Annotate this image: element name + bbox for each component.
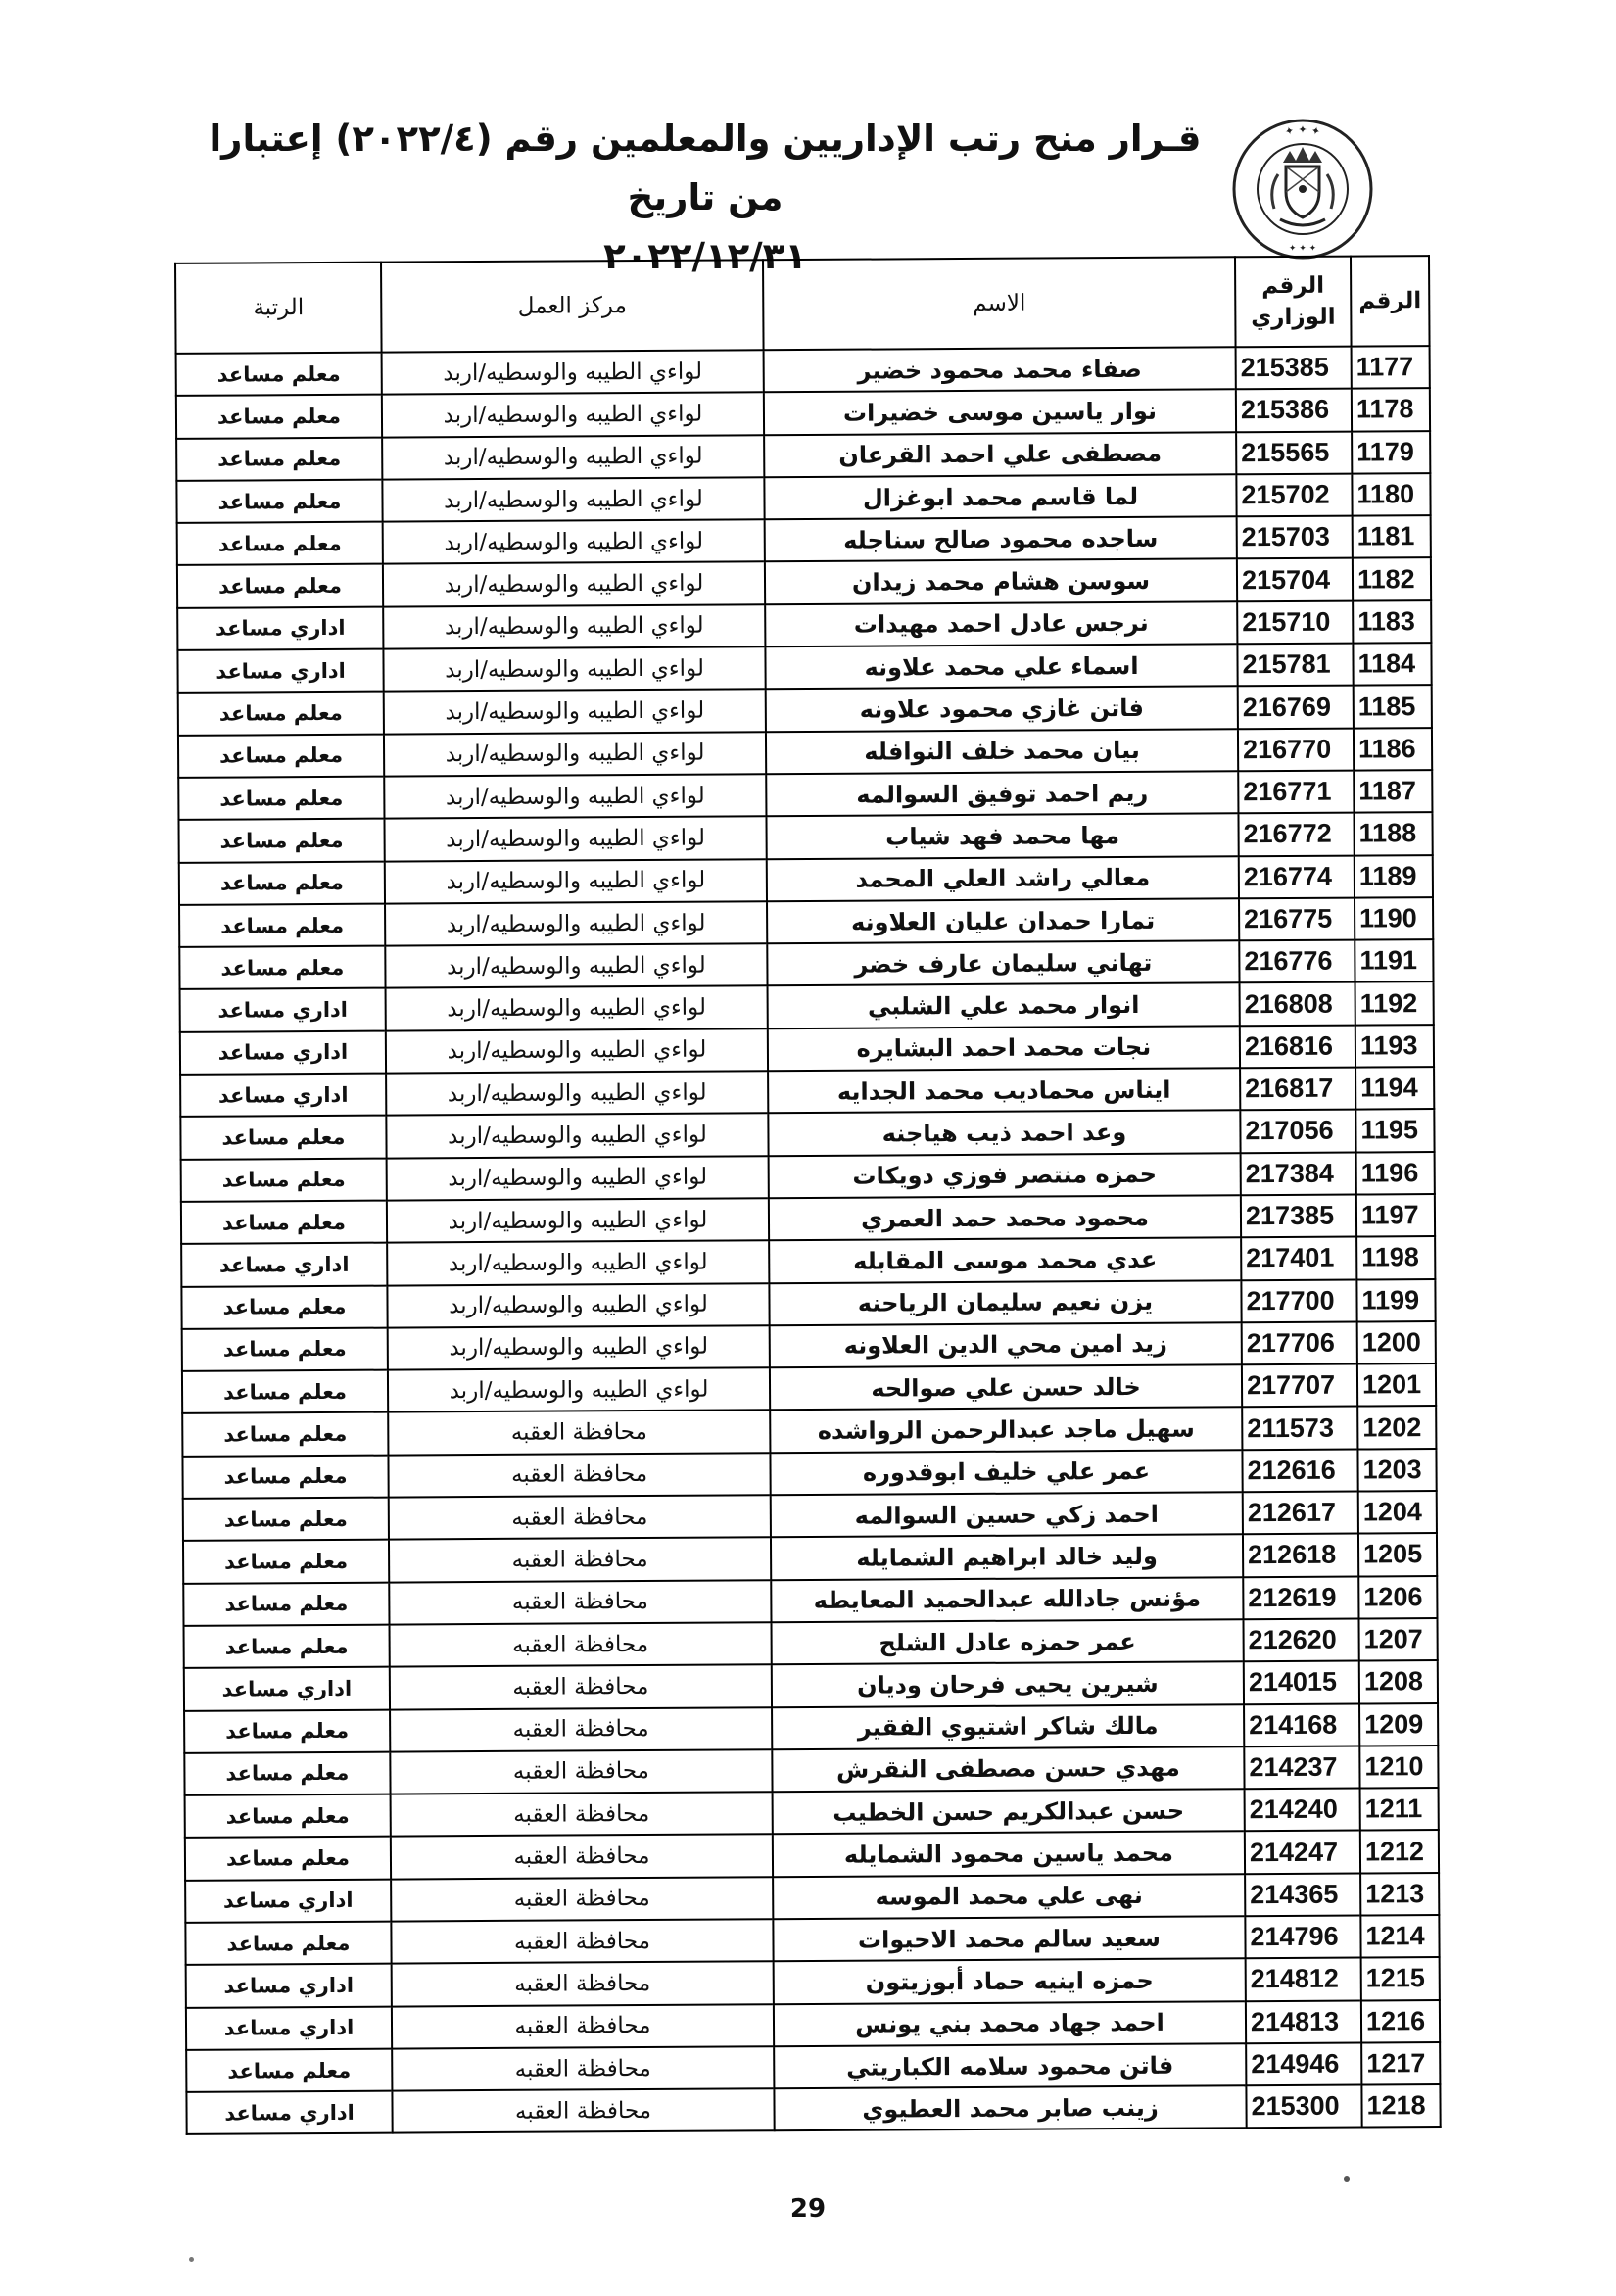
rank-cell: معلم مساعد (179, 946, 385, 990)
work-center-cell: محافظة العقبه (389, 1538, 771, 1583)
table-row (176, 431, 1430, 481)
table-row (186, 2000, 1440, 2050)
rank-cell: معلم مساعد (182, 1370, 388, 1414)
work-center-cell: لواءي الطيبه والوسطيه/اربد (387, 1240, 769, 1285)
rank-cell: معلم مساعد (184, 1709, 390, 1753)
ministry-number-cell: 217707 (1242, 1364, 1357, 1408)
row-number-cell: 1218 (1361, 2084, 1440, 2128)
ministry-number-cell: 212620 (1243, 1618, 1358, 1661)
row-number-cell: 1214 (1360, 1915, 1439, 1958)
ministry-number-cell: 217385 (1241, 1194, 1356, 1237)
table-row (182, 1363, 1436, 1413)
rank-cell: معلم مساعد (183, 1498, 389, 1542)
header-number: الرقم (1351, 256, 1430, 346)
rank-cell: معلم مساعد (182, 1327, 388, 1371)
table-row (182, 1449, 1436, 1499)
rank-cell: معلم مساعد (178, 819, 384, 863)
employee-name-cell: معالي راشد العلي المحمد (767, 856, 1239, 901)
work-center-cell: لواءي الطيبه والوسطيه/اربد (382, 393, 764, 438)
row-number-cell: 1210 (1359, 1746, 1438, 1789)
table-row (177, 515, 1431, 565)
rank-cell: اداري مساعد (186, 2006, 392, 2050)
rank-cell: معلم مساعد (181, 1201, 387, 1245)
rank-cell: معلم مساعد (186, 2048, 392, 2092)
work-center-cell: لواءي الطيبه والوسطيه/اربد (386, 1071, 768, 1116)
employee-name-cell: مصطفى علي احمد القرعان (764, 432, 1236, 477)
row-number-cell: 1184 (1353, 643, 1431, 686)
row-number-cell: 1187 (1354, 770, 1432, 813)
work-center-cell: محافظة العقبه (388, 1411, 770, 1456)
employee-name-cell: سعيد سالم محمد الاحيوات (773, 1916, 1245, 1961)
rank-cell: معلم مساعد (180, 1116, 386, 1160)
title-line-1: قـرار منح رتب الإداريين والمعلمين رقم (٢٠٢٢/٤) إعتبارا من تاريخ (209, 118, 1202, 218)
table-row (186, 1957, 1440, 2007)
row-number-cell: 1198 (1356, 1236, 1435, 1279)
employee-name-cell: عدي محمد موسى المقابله (769, 1238, 1241, 1283)
header-ministry-line-2: الوزاري (1251, 304, 1336, 331)
table-row (179, 855, 1433, 905)
table-row (176, 346, 1430, 396)
work-center-cell: لواءي الطيبه والوسطيه/اربد (382, 477, 764, 522)
table-row (176, 388, 1430, 438)
employee-name-cell: صفاء محمد محمود خضير (764, 347, 1236, 392)
ministry-number-cell: 214237 (1244, 1746, 1359, 1789)
rank-cell: معلم مساعد (177, 522, 383, 566)
ministry-number-cell: 215781 (1237, 644, 1353, 687)
employee-name-cell: حمزه منتصر فوزي دويكات (769, 1153, 1241, 1198)
rank-cell: معلم مساعد (181, 1285, 387, 1329)
row-number-cell: 1202 (1357, 1406, 1436, 1449)
table-row (184, 1703, 1438, 1753)
rank-cell: معلم مساعد (178, 734, 384, 778)
work-center-cell: محافظة العقبه (390, 1749, 772, 1794)
table-row (185, 1788, 1439, 1838)
ministry-number-cell: 216769 (1238, 686, 1354, 729)
table-row (178, 770, 1432, 820)
work-center-cell: محافظة العقبه (392, 2004, 774, 2049)
table-row (177, 558, 1431, 608)
rank-cell: معلم مساعد (181, 1158, 387, 1202)
employee-name-cell: نرجس عادل احمد مهيدات (765, 601, 1237, 646)
table-row (186, 2084, 1440, 2134)
employee-name-cell: تمارا حمدان عليان العلاونه (767, 898, 1239, 943)
employee-name-cell: محمود محمد حمد العمري (769, 1195, 1241, 1240)
rank-cell: معلم مساعد (176, 353, 382, 397)
ministry-number-cell: 215703 (1237, 516, 1353, 559)
rank-cell: معلم مساعد (179, 861, 385, 905)
rank-cell: اداري مساعد (181, 1243, 387, 1287)
promotions-table (174, 255, 1442, 2135)
rank-cell: معلم مساعد (183, 1582, 389, 1626)
rank-cell: معلم مساعد (185, 1837, 391, 1881)
rank-cell: معلم مساعد (176, 437, 382, 481)
table-row (180, 1067, 1434, 1117)
ministry-number-cell: 217401 (1241, 1237, 1356, 1280)
ministry-number-cell: 215710 (1237, 600, 1353, 644)
ministry-number-cell: 216771 (1238, 771, 1354, 814)
work-center-cell: لواءي الطيبه والوسطيه/اربد (384, 732, 766, 777)
work-center-cell: محافظة العقبه (391, 1792, 773, 1837)
page-number: 29 (789, 2194, 827, 2224)
table-row (181, 1236, 1435, 1286)
header-ministry-number (1235, 257, 1352, 348)
row-number-cell: 1197 (1356, 1194, 1435, 1237)
row-number-cell: 1193 (1355, 1025, 1434, 1068)
table-row (181, 1194, 1435, 1244)
row-number-cell: 1185 (1354, 685, 1432, 728)
employee-name-cell: مها محمد فهد شياب (766, 814, 1238, 859)
employee-name-cell: ريم احمد توفيق السوالمه (766, 771, 1238, 816)
ministry-number-cell: 214240 (1245, 1789, 1360, 1832)
table-header-row (175, 256, 1430, 354)
work-center-cell: لواءي الطيبه والوسطيه/اربد (386, 1028, 768, 1074)
rank-cell: معلم مساعد (177, 564, 383, 608)
work-center-cell: لواءي الطيبه والوسطيه/اربد (383, 519, 765, 564)
table-row (179, 939, 1433, 989)
scan-speck (1344, 2176, 1350, 2182)
employee-name-cell: عمر حمزه عادل الشلح (772, 1619, 1244, 1664)
ministry-number-cell: 215300 (1246, 2085, 1361, 2129)
rank-cell: معلم مساعد (184, 1625, 390, 1669)
work-center-cell: لواءي الطيبه والوسطيه/اربد (384, 816, 766, 861)
table-row (181, 1152, 1435, 1202)
table-row (177, 643, 1431, 693)
work-center-cell: لواءي الطيبه والوسطيه/اربد (387, 1198, 769, 1243)
row-number-cell: 1179 (1352, 431, 1430, 474)
rank-cell: معلم مساعد (178, 777, 384, 821)
employee-name-cell: يزن نعيم سليمان الرياحنه (769, 1280, 1241, 1325)
table-row (182, 1321, 1436, 1371)
ministry-number-cell: 214365 (1245, 1873, 1360, 1916)
ministry-number-cell: 216776 (1239, 940, 1355, 983)
row-number-cell: 1195 (1355, 1109, 1434, 1152)
rank-cell: معلم مساعد (185, 1922, 391, 1966)
rank-cell: معلم مساعد (184, 1751, 390, 1795)
ministry-number-cell: 212617 (1243, 1492, 1358, 1535)
header-name: الاسم (763, 257, 1236, 350)
rank-cell: اداري مساعد (180, 1030, 386, 1075)
row-number-cell: 1209 (1359, 1703, 1438, 1746)
rank-cell: معلم مساعد (182, 1455, 388, 1499)
work-center-cell: لواءي الطيبه والوسطيه/اربد (386, 986, 768, 1031)
table-row (178, 728, 1432, 778)
work-center-cell: لواءي الطيبه والوسطيه/اربد (383, 562, 765, 607)
work-center-cell: محافظة العقبه (392, 2046, 774, 2091)
svg-text:✦ ✦ ✦: ✦ ✦ ✦ (1283, 123, 1322, 139)
ministry-number-cell: 211573 (1242, 1407, 1357, 1450)
table-row (179, 897, 1433, 947)
ministry-number-cell: 216770 (1238, 728, 1354, 771)
header-work-center: مركز العمل (381, 260, 764, 352)
table-row (180, 982, 1434, 1032)
row-number-cell: 1182 (1353, 558, 1431, 601)
employee-name-cell: مؤنس جادالله عبدالحميد المعايطه (771, 1577, 1243, 1622)
row-number-cell: 1183 (1353, 600, 1431, 644)
employee-name-cell: بيان محمد خلف النوافله (766, 729, 1238, 774)
rank-cell: اداري مساعد (185, 1879, 391, 1923)
table-row (185, 1873, 1439, 1923)
work-center-cell: لواءي الطيبه والوسطيه/اربد (387, 1156, 769, 1201)
table-row (184, 1746, 1438, 1795)
promotions-table-container (174, 255, 1440, 2135)
work-center-cell: محافظة العقبه (389, 1495, 771, 1540)
table-body (176, 346, 1441, 2134)
rank-cell: معلم مساعد (178, 692, 384, 736)
work-center-cell: محافظة العقبه (391, 1919, 773, 1964)
work-center-cell: لواءي الطيبه والوسطيه/اربد (385, 943, 767, 988)
employee-name-cell: سوسن هشام محمد زيدان (765, 559, 1237, 604)
ministry-number-cell: 216816 (1240, 1025, 1355, 1068)
employee-name-cell: فاتن غازي محمود علاونه (766, 687, 1238, 732)
ministry-number-cell: 217384 (1241, 1152, 1356, 1195)
row-number-cell: 1211 (1360, 1788, 1439, 1831)
row-number-cell: 1205 (1358, 1533, 1437, 1576)
ministry-number-cell: 212618 (1243, 1534, 1358, 1577)
ministry-number-cell: 216817 (1240, 1068, 1355, 1111)
rank-cell: اداري مساعد (184, 1667, 390, 1711)
row-number-cell: 1190 (1355, 897, 1433, 940)
work-center-cell: محافظة العقبه (392, 2088, 774, 2133)
row-number-cell: 1194 (1355, 1067, 1434, 1110)
employee-name-cell: حمزه اينيه حماد أبوزيتون (774, 1959, 1246, 2004)
work-center-cell: لواءي الطيبه والوسطيه/اربد (383, 604, 765, 649)
row-number-cell: 1206 (1358, 1576, 1437, 1619)
work-center-cell: محافظة العقبه (391, 1835, 773, 1880)
table-row (176, 473, 1430, 523)
row-number-cell: 1213 (1360, 1873, 1439, 1916)
row-number-cell: 1191 (1355, 939, 1433, 982)
work-center-cell: محافظة العقبه (390, 1707, 772, 1752)
table-row (184, 1618, 1438, 1668)
employee-name-cell: شيرين يحيى فرحان وديان (772, 1661, 1244, 1706)
employee-name-cell: احمد زكي حسين السوالمه (771, 1492, 1243, 1537)
work-center-cell: لواءي الطيبه والوسطيه/اربد (384, 774, 766, 819)
work-center-cell: لواءي الطيبه والوسطيه/اربد (383, 646, 765, 692)
employee-name-cell: وليد خالد ابراهيم الشمايله (771, 1535, 1243, 1580)
svg-text:✦ ✦ ✦: ✦ ✦ ✦ (1288, 244, 1317, 254)
work-center-cell: محافظة العقبه (392, 1961, 774, 2006)
row-number-cell: 1199 (1356, 1279, 1435, 1322)
employee-name-cell: ايناس محماديب محمد الجدايه (768, 1068, 1240, 1113)
ministry-number-cell: 212616 (1242, 1449, 1357, 1492)
row-number-cell: 1201 (1357, 1363, 1436, 1407)
row-number-cell: 1204 (1358, 1491, 1437, 1534)
table-row (185, 1830, 1439, 1880)
rank-cell: معلم مساعد (182, 1412, 388, 1457)
ministry-number-cell: 215386 (1236, 389, 1352, 432)
table-row (185, 1915, 1439, 1965)
employee-name-cell: سهيل ماجد عبدالرحمن الرواشده (770, 1408, 1242, 1453)
row-number-cell: 1181 (1353, 515, 1431, 558)
employee-name-cell: محمد ياسين محمود الشمايله (773, 1832, 1245, 1877)
employee-name-cell: انوار محمد علي الشلبي (768, 983, 1240, 1028)
scan-speck (189, 2257, 194, 2262)
rank-cell: معلم مساعد (185, 1794, 391, 1839)
ministry-number-cell: 217706 (1242, 1321, 1357, 1364)
header-ministry-line-1: الرقم (1261, 272, 1325, 300)
employee-name-cell: خالد حسن علي صوالحه (770, 1364, 1242, 1410)
row-number-cell: 1207 (1358, 1618, 1437, 1661)
table-row (177, 600, 1431, 650)
employee-name-cell: فاتن محمود سلامه الكباريتي (774, 2043, 1246, 2088)
ministry-emblem-logo (1229, 116, 1376, 263)
row-number-cell: 1188 (1354, 812, 1432, 855)
row-number-cell: 1215 (1361, 1957, 1440, 2000)
employee-name-cell: لما قاسم محمد ابوغزال (764, 474, 1236, 519)
ministry-number-cell: 214247 (1245, 1831, 1360, 1874)
row-number-cell: 1216 (1361, 2000, 1440, 2043)
ministry-number-cell: 212619 (1243, 1576, 1358, 1619)
rank-cell: معلم مساعد (176, 480, 382, 524)
employee-name-cell: اسماء علي محمد علاونه (765, 644, 1237, 689)
header-rank: الرتبة (175, 263, 382, 354)
row-number-cell: 1186 (1354, 728, 1432, 771)
employee-name-cell: تهاني سليمان عارف خضر (767, 940, 1239, 985)
table-row (186, 2042, 1440, 2092)
rank-cell: معلم مساعد (183, 1540, 389, 1584)
ministry-number-cell: 216772 (1238, 813, 1354, 856)
row-number-cell: 1212 (1360, 1830, 1439, 1873)
rank-cell: اداري مساعد (180, 988, 386, 1032)
ministry-number-cell: 217700 (1241, 1279, 1356, 1322)
employee-name-cell: حسن عبدالكريم حسن الخطيب (773, 1789, 1245, 1834)
row-number-cell: 1217 (1361, 2042, 1440, 2085)
table-row (178, 685, 1432, 735)
ministry-number-cell: 214813 (1246, 2000, 1361, 2043)
work-center-cell: محافظة العقبه (388, 1453, 770, 1498)
work-center-cell: لواءي الطيبه والوسطيه/اربد (384, 690, 766, 735)
row-number-cell: 1178 (1352, 388, 1430, 431)
work-center-cell: لواءي الطيبه والوسطيه/اربد (382, 435, 764, 480)
ministry-number-cell: 214946 (1246, 2042, 1361, 2085)
work-center-cell: محافظة العقبه (389, 1580, 771, 1625)
employee-name-cell: وعد احمد ذيب هياجنه (768, 1111, 1240, 1156)
ministry-number-cell: 215704 (1237, 558, 1353, 601)
table-row (181, 1279, 1435, 1329)
employee-name-cell: مهدي حسن مصطفى النقرش (772, 1746, 1244, 1792)
work-center-cell: لواءي الطيبه والوسطيه/اربد (388, 1367, 770, 1412)
ministry-number-cell: 214812 (1246, 1958, 1361, 2001)
table-row (183, 1491, 1437, 1541)
work-center-cell: لواءي الطيبه والوسطيه/اربد (386, 1114, 768, 1159)
ministry-number-cell: 215565 (1236, 431, 1352, 474)
employee-name-cell: نجات محمد احمد البشايره (768, 1026, 1240, 1071)
row-number-cell: 1189 (1355, 855, 1433, 898)
rank-cell: اداري مساعد (177, 649, 383, 694)
rank-cell: اداري مساعد (180, 1074, 386, 1118)
table-row (183, 1533, 1437, 1583)
row-number-cell: 1192 (1355, 982, 1434, 1026)
employee-name-cell: مالك شاكر اشتيوي الفقير (772, 1704, 1244, 1749)
row-number-cell: 1177 (1352, 346, 1430, 389)
employee-name-cell: نوار ياسين موسى خضيرات (764, 390, 1236, 435)
table-row (183, 1576, 1437, 1626)
employee-name-cell: زيد امين محي الدين العلاونه (770, 1322, 1242, 1367)
ministry-number-cell: 216808 (1240, 982, 1355, 1026)
ministry-number-cell: 214168 (1244, 1703, 1359, 1746)
table-row (184, 1660, 1438, 1710)
ministry-number-cell: 215702 (1236, 473, 1352, 516)
row-number-cell: 1200 (1357, 1321, 1436, 1364)
table-row (182, 1406, 1436, 1456)
work-center-cell: لواءي الطيبه والوسطيه/اربد (382, 350, 764, 395)
title-line-2-date: ٢٠٢٢/١٢/٣١ (603, 235, 807, 277)
work-center-cell: لواءي الطيبه والوسطيه/اربد (388, 1325, 770, 1370)
work-center-cell: محافظة العقبه (390, 1622, 772, 1667)
work-center-cell: لواءي الطيبه والوسطيه/اربد (385, 859, 767, 904)
rank-cell: اداري مساعد (186, 2091, 392, 2135)
work-center-cell: لواءي الطيبه والوسطيه/اربد (385, 901, 767, 946)
employee-name-cell: احمد جهاد محمد بني يونس (774, 2001, 1246, 2046)
rank-cell: معلم مساعد (176, 395, 382, 439)
ministry-number-cell: 215385 (1236, 347, 1352, 390)
employee-name-cell: زينب صابر محمد العطيوي (774, 2085, 1246, 2130)
row-number-cell: 1208 (1359, 1660, 1438, 1703)
employee-name-cell: عمر علي خليف ابوقدوره (770, 1450, 1242, 1495)
work-center-cell: محافظة العقبه (390, 1664, 772, 1709)
table-row (178, 812, 1432, 862)
ministry-number-cell: 214796 (1245, 1916, 1360, 1959)
table-row (180, 1025, 1434, 1075)
table-row (180, 1109, 1434, 1159)
row-number-cell: 1196 (1356, 1152, 1435, 1195)
ministry-number-cell: 214015 (1244, 1661, 1359, 1704)
work-center-cell: لواءي الطيبه والوسطيه/اربد (387, 1283, 769, 1328)
rank-cell: اداري مساعد (177, 606, 383, 650)
rank-cell: معلم مساعد (179, 903, 385, 947)
row-number-cell: 1180 (1352, 473, 1430, 516)
ministry-number-cell: 216775 (1239, 897, 1355, 940)
employee-name-cell: ساجده محمود صالح سناجله (765, 516, 1237, 561)
rank-cell: اداري مساعد (186, 1964, 392, 2008)
ministry-number-cell: 216774 (1239, 855, 1355, 898)
work-center-cell: محافظة العقبه (391, 1877, 773, 1922)
row-number-cell: 1203 (1357, 1449, 1436, 1492)
employee-name-cell: نهى علي محمد الموسه (773, 1874, 1245, 1919)
ministry-number-cell: 217056 (1240, 1110, 1355, 1153)
